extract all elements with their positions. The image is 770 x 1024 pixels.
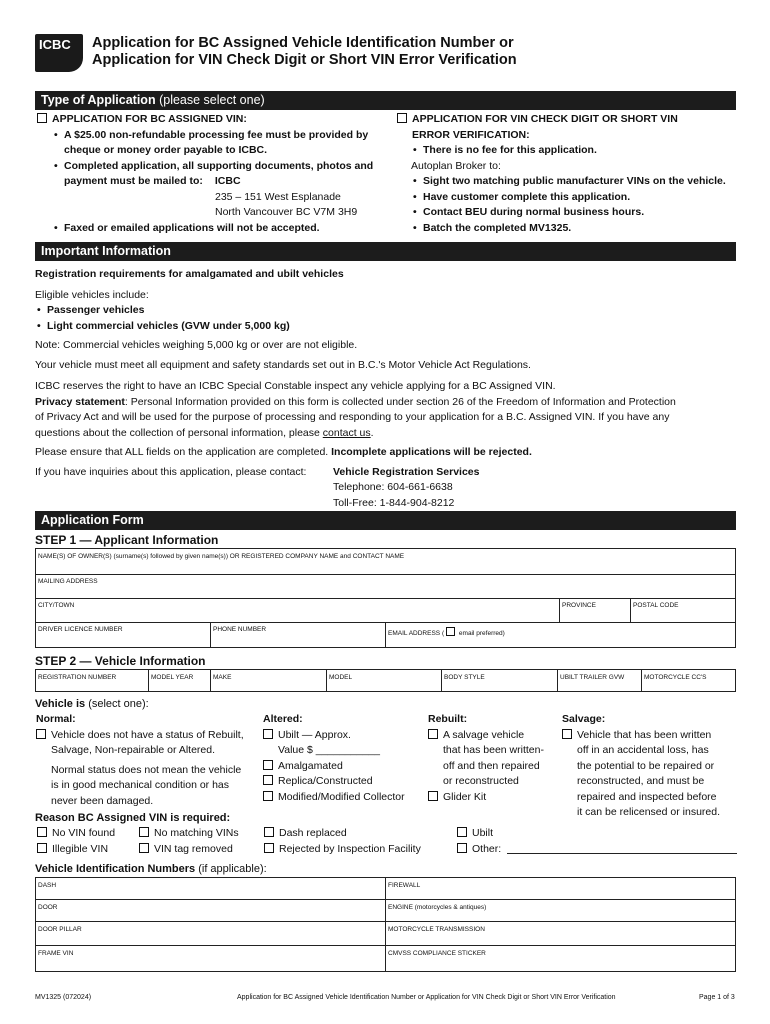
eligible-label: Eligible vehicles include:: [35, 288, 149, 301]
contact-name: Vehicle Registration Services: [333, 465, 480, 478]
registration-requirements-heading: Registration requirements for amalgamated and ubilt vehicles: [35, 268, 344, 280]
model-year-field[interactable]: MODEL YEAR: [151, 674, 194, 681]
eligible-item: • Passenger vehicles: [47, 303, 735, 319]
note-text: Note: Commercial vehicles weighing 5,000 kg or over are not eligible.: [35, 339, 358, 351]
email-preferred-checkbox[interactable]: [446, 627, 455, 636]
fee-bullet: • A $25.00 non-refundable processing fee must be provided by cheque or money order payable to ICBC.: [64, 128, 397, 159]
vin-check-digit-option: APPLICATION FOR VIN CHECK DIGIT OR SHORT VIN ERROR VERIFICATION: • There is no fee for this application. Autoplan Broker to: • Sight two matching public manufacturer VINs on the vehicle. • Have customer complete this application. • Contact BEU during normal business hours. • Batch the completed MV1325.: [397, 112, 737, 236]
checkbox-rejected-inspection[interactable]: [264, 843, 274, 853]
owner-name-field[interactable]: NAME(S) OF OWNER(S) (surname(s) followed by given name(s)) OR REGISTERED COMPANY NAME and CONTACT NAME: [38, 553, 405, 560]
body-style-field[interactable]: BODY STYLE: [444, 674, 485, 681]
checkbox-amalgamated[interactable]: [263, 760, 273, 770]
engine-vin-field[interactable]: ENGINE (motorcycles & antiques): [388, 904, 487, 911]
page-title: [92, 35, 517, 69]
dash-vin-field[interactable]: DASH: [38, 882, 57, 889]
privacy-statement: Privacy statement: Personal Information provided on this form is collected under section 26 of the Freedom of Information and Protection of Privacy Act and will be used for the purpose of processing and responding to your application for a B.C. Assigned VIN. If you have any questions about the collection of personal information, please contact us.: [35, 395, 676, 439]
email-field[interactable]: EMAIL ADDRESS ( email preferred): [388, 627, 505, 638]
checkbox-no-matching-vins[interactable]: [139, 827, 149, 837]
model-field[interactable]: MODEL: [329, 674, 353, 681]
mail-bullet: • Completed application, all supporting documents, photos and payment must be mailed to: ICBC: [64, 159, 397, 190]
checkbox-glider-kit[interactable]: [428, 791, 438, 801]
normal-column: Normal: Vehicle does not have a status of Rebuilt, Salvage, Non-repairable or Altered. Normal status does not mean the vehicle is in good mechanical condition or has never been damaged.: [36, 713, 244, 807]
title-line-1: Application for BC Assigned Vehicle Identification Number or: [92, 35, 514, 51]
ensure-text: Please ensure that ALL fields on the application are completed. Incomplete applications will be rejected.: [35, 446, 532, 458]
contact-telephone: Telephone: 604-661-6638: [333, 481, 453, 493]
no-fee-bullet: • There is no fee for this application.: [423, 143, 737, 159]
checkbox-rebuilt[interactable]: [428, 729, 438, 739]
fax-bullet: • Faxed or emailed applications will not be accepted.: [64, 221, 397, 237]
city-field[interactable]: CITY/TOWN: [38, 602, 75, 609]
reason-heading: Reason BC Assigned VIN is required:: [35, 812, 231, 824]
vehicle-grid: [35, 669, 736, 692]
checkbox-salvage[interactable]: [562, 729, 572, 739]
standards-text: Your vehicle must meet all equipment and safety standards set out in B.C.'s Motor Vehicle Act Regulations.: [35, 358, 531, 371]
rebuilt-column: Rebuilt: A salvage vehicle that has been written- off and then repaired or reconstructed Glider Kit: [428, 713, 544, 803]
reason-col-1: No VIN found Illegible VIN: [37, 826, 115, 857]
important-information: [35, 267, 735, 513]
checkbox-illegible-vin[interactable]: [37, 843, 47, 853]
salvage-column: Salvage: Vehicle that has been written off in an accidental loss, has the potential to be repaired or reconstructed, and must be repaired and inspected before it can be relicensed or insured.: [562, 713, 720, 818]
checkbox-ubilt-reason[interactable]: [457, 827, 467, 837]
checkbox-normal[interactable]: [36, 729, 46, 739]
broker-bullet-3: • Contact BEU during normal business hours.: [423, 205, 737, 221]
province-field[interactable]: PROVINCE: [562, 602, 596, 609]
page-number: Page 1 of 3: [699, 994, 735, 1001]
mailing-address-block: 235 – 151 West Esplanade North Vancouver BC V7M 3H9: [215, 190, 358, 218]
other-reason-field[interactable]: [507, 853, 737, 854]
title-line-2: Application for VIN Check Digit or Short VIN Error Verification: [92, 52, 517, 68]
vehicle-is-heading: Vehicle is (select one):: [35, 698, 149, 710]
contact-block: [35, 465, 735, 513]
checkbox-dash-replaced[interactable]: [264, 827, 274, 837]
motorcycle-cc-field[interactable]: MOTORCYCLE CC'S: [644, 674, 707, 681]
icbc-logo: ICBC: [35, 34, 83, 72]
footer-title: Application for BC Assigned Vehicle Identification Number or Application for VIN Check Digit or Short VIN Error Verification: [237, 994, 616, 1001]
application-form-bar: Application Form: [35, 511, 736, 530]
broker-bullet-1: • Sight two matching public manufacturer VINs on the vehicle.: [423, 174, 737, 190]
checkbox-other[interactable]: [457, 843, 467, 853]
phone-field[interactable]: PHONE NUMBER: [213, 626, 267, 633]
frame-vin-field[interactable]: FRAME VIN: [38, 950, 74, 957]
inquiries-label: If you have inquiries about this application, please contact:: [35, 465, 307, 478]
vin-numbers-heading: Vehicle Identification Numbers (if applicable):: [35, 863, 267, 875]
mailing-address-field[interactable]: MAILING ADDRESS: [38, 578, 98, 585]
checkbox-ubilt[interactable]: [263, 729, 273, 739]
reason-col-2: No matching VINs VIN tag removed: [139, 826, 239, 857]
broker-label: Autoplan Broker to:: [411, 159, 501, 172]
registration-number-field[interactable]: REGISTRATION NUMBER: [38, 674, 117, 681]
ubilt-trailer-gvw-field[interactable]: UBILT TRAILER GVW: [560, 674, 625, 681]
checkbox-no-vin-found[interactable]: [37, 827, 47, 837]
firewall-vin-field[interactable]: FIREWALL: [388, 882, 421, 889]
broker-bullet-2: • Have customer complete this application.: [423, 190, 737, 206]
important-information-bar: Important Information: [35, 242, 736, 261]
step1-heading: STEP 1 — Applicant Information: [35, 533, 219, 547]
postal-code-field[interactable]: POSTAL CODE: [633, 602, 679, 609]
ubilt-value-field[interactable]: Value $ ___________: [278, 744, 380, 756]
altered-column: Altered: Ubilt — Approx. Value $ ___________ Amalgamated Replica/Constructed Modified/Modified Collector: [263, 712, 433, 805]
bc-assigned-vin-option: APPLICATION FOR BC ASSIGNED VIN: • A $25.00 non-refundable processing fee must be provided by cheque or money order payable to ICBC. • Completed application, all supporting documents, photos and payment must be mailed to: ICBC 235 – 151 West Esplanade North Vancouver BC V7M 3H9 • Faxed or emailed applications will not be accepted.: [37, 112, 397, 236]
type-of-application-bar: Type of Application (please select one): [35, 91, 736, 110]
eligible-item: • Light commercial vehicles (GVW under 5,000 kg): [47, 319, 735, 335]
checkbox-replica[interactable]: [263, 775, 273, 785]
cmvss-sticker-field[interactable]: CMVSS COMPLIANCE STICKER: [388, 950, 486, 957]
door-vin-field[interactable]: DOOR: [38, 904, 58, 911]
inspect-text: ICBC reserves the right to have an ICBC Special Constable inspect any vehicle applying for a BC Assigned VIN.: [35, 380, 556, 392]
checkbox-vin-tag-removed[interactable]: [139, 843, 149, 853]
driver-licence-field[interactable]: DRIVER LICENCE NUMBER: [38, 626, 123, 633]
form-code: MV1325 (072024): [35, 994, 92, 1001]
checkbox-modified[interactable]: [263, 791, 273, 801]
contact-toll-free: Toll-Free: 1-844-904-8212: [333, 496, 455, 509]
reason-col-4: Ubilt Other:: [457, 826, 737, 857]
make-field[interactable]: MAKE: [213, 674, 232, 681]
transmission-vin-field[interactable]: MOTORCYCLE TRANSMISSION: [388, 926, 485, 933]
checkbox-vin-check-digit[interactable]: [397, 113, 407, 123]
checkbox-bc-assigned-vin[interactable]: [37, 113, 47, 123]
step2-heading: STEP 2 — Vehicle Information: [35, 654, 206, 668]
door-pillar-vin-field[interactable]: DOOR PILLAR: [38, 926, 82, 933]
contact-us-link[interactable]: contact us: [322, 426, 371, 439]
broker-bullet-4: • Batch the completed MV1325.: [423, 221, 737, 237]
reason-col-3: Dash replaced Rejected by Inspection Facility: [264, 826, 421, 857]
